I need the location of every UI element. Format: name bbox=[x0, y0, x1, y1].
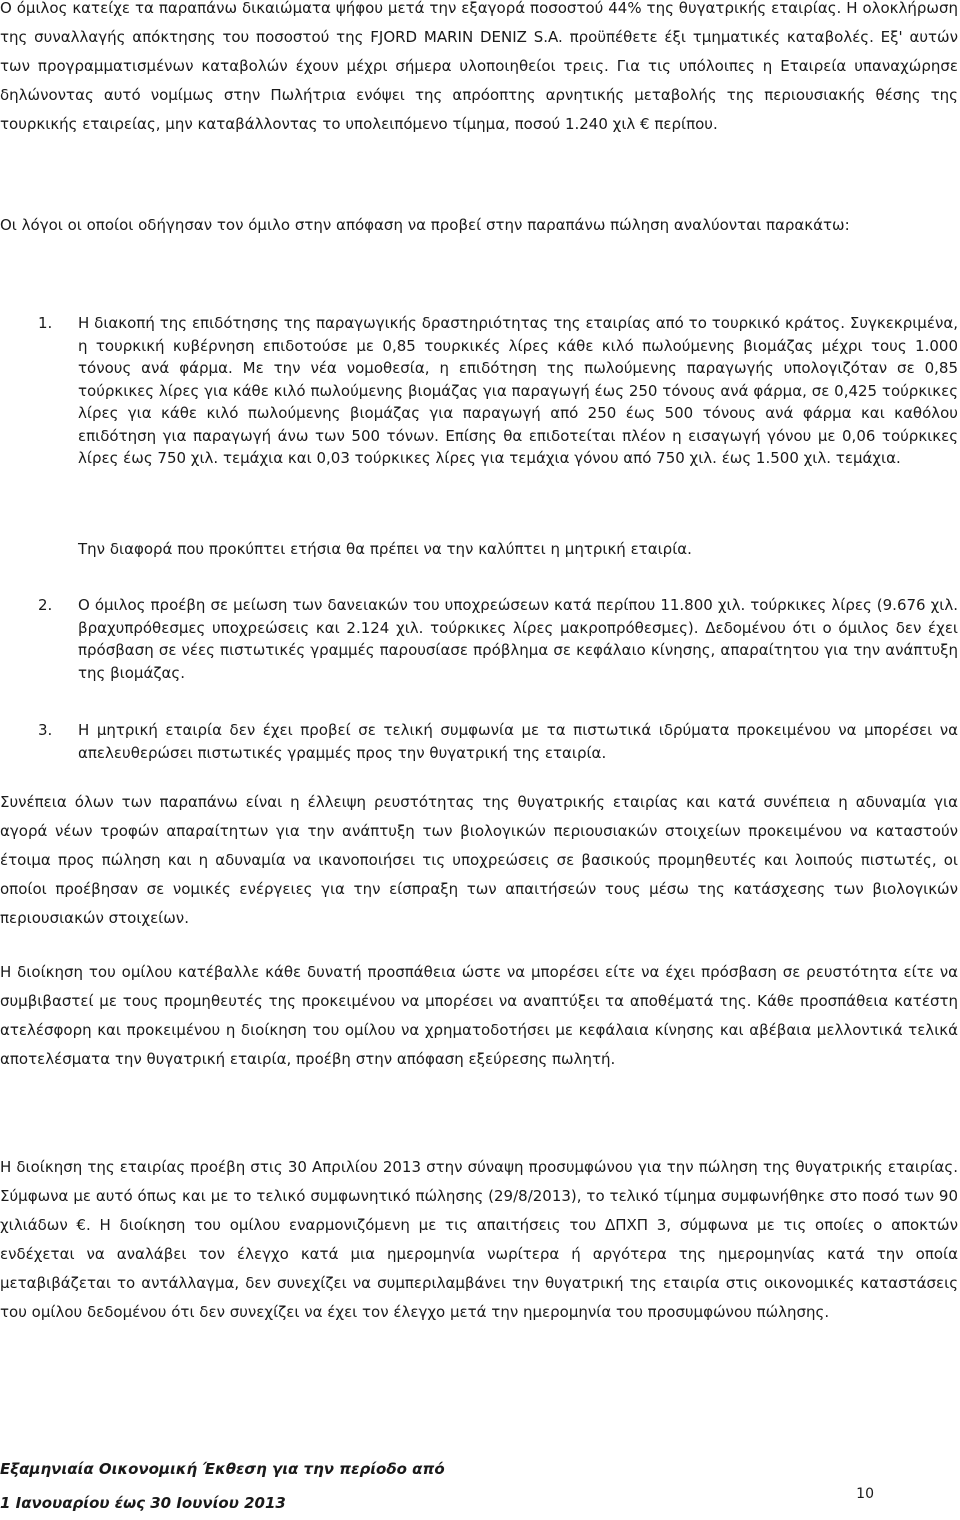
paragraph-reasons-intro: Οι λόγοι οι οποίοι οδήγησαν τον όμιλο στην απόφαση να προβεί στην παραπάνω πώληση αναλύονται παρακάτω: bbox=[0, 216, 850, 234]
list-item-text: Η μητρική εταιρία δεν έχει προβεί σε τελική συμφωνία με τα πιστωτικά ιδρύματα προκειμένου να μπορέσει να απελευθερώσει πιστωτικές γραμμές προς την θυγατρική της εταιρία. bbox=[78, 721, 958, 762]
list-item-number: 2. bbox=[38, 596, 53, 614]
list-item-text: Ο όμιλος προέβη σε μείωση των δανειακών του υποχρεώσεων κατά περίπου 11.800 χιλ. τούρκικες λίρες (9.676 χιλ. βραχυπρόθεσμες υποχρεώσεις και 2.124 χιλ. τούρκικες λίρες μακροπρόθεσμες). Δεδομένου ότι ο όμιλος δεν έχει πρόσβαση σε νέες πιστωτικές γραμμές παρουσίασε πρόβλημα σε κεφάλαιο κίνησης, απαραίτητου για την ανάπτυξη της βιομάζας. bbox=[78, 596, 958, 682]
page-footer bbox=[0, 1452, 958, 1520]
paragraph-management-efforts: Η διοίκηση του ομίλου κατέβαλλε κάθε δυνατή προσπάθεια ώστε να μπορέσει είτε να έχει πρόσβαση σε ρευστότητα είτε να συμβιβαστεί με τους προμηθευτές της προκειμένου να μπορέσει να αναπτύξει τα αποθέματά της. Κάθε προσπάθεια κατέστη ατελέσφορη και προκειμένου η διοίκηση του ομίλου να χρηματοδοτήσει με κεφάλαια κίνησης και αβέβαια μελλοντικά τελικά αποτελέσματα την θυγατρική εταιρία, προέβη στην απόφαση εξεύρεσης πωλητή. bbox=[0, 963, 958, 1068]
footer-report-title: Εξαμηνιαία Οικονομική Έκθεση για την περίοδο από bbox=[0, 1460, 445, 1478]
list-item-extra-text: Την διαφορά που προκύπτει ετήσια θα πρέπει να την καλύπτει η μητρική εταιρία. bbox=[78, 540, 692, 558]
list-item-text: Η διακοπή της επιδότησης της παραγωγικής δραστηριότητας της εταιρίας από το τουρκικό κράτος. Συγκεκριμένα, η τουρκική κυβέρνηση επιδοτούσε με 0,85 τουρκικές λίρες κάθε κιλό πωλούμενης βιομάζας μέχρι τους 1.000 τόνους ανά φάρμα. Με την νέα νομοθεσία, η επιδότηση της πωλούμενης παραγωγής υπολογιζόταν σε 0,85 τούρκικες λίρες για κάθε κιλό πωλούμενης βιομάζας για παραγωγή έως 250 τόνους ανά φάρμα, σε 0,425 τούρκικες λίρες για κάθε κιλό πωλούμενης βιομάζας για παραγωγή από 250 έως 500 τόνους ανά φάρμα και καθόλου επιδότηση για παραγωγή άνω των 500 τόνων. Επίσης θα επιδοτείται πλέον η εισαγωγή γόνου με 0,06 τούρκικες λίρες έως 750 χιλ. τεμάχια και 0,03 τούρκικες λίρες για τεμάχια γόνου από 750 χιλ. έως 1.500 χιλ. τεμάχια. bbox=[78, 314, 958, 467]
list-item-number: 3. bbox=[38, 721, 53, 739]
list-item-number: 1. bbox=[38, 314, 53, 332]
paragraph-sale-agreement: Η διοίκηση της εταιρίας προέβη στις 30 Απριλίου 2013 στην σύναψη προσυμφώνου για την πώληση της θυγατρικής εταιρίας. Σύμφωνα με αυτό όπως και με το τελικό συμφωνητικό πώλησης (29/8/2013), το τελικό τίμημα συμφωνήθηκε στο ποσό των 90 χιλιάδων €. Η διοίκηση του ομίλου εναρμονιζόμενη με τις απαιτήσεις του ΔΠΧΠ 3, σύμφωνα με τις οποίες ο αποκτών ενδέχεται να αναλάβει τον έλεγχο κατά μια ημερομηνία νωρίτερα ή αργότερα της ημερομηνίας κατά την οποία μεταβιβάζεται το αντάλλαγμα, δεν συνεχίζει να συμπεριλαμβάνει την θυγατρική της εταιρία στις οικονομικές καταστάσεις του ομίλου δεδομένου ότι δεν συνεχίζει να έχει τον έλεγχο μετά την ημερομηνία του προσυμφώνου πώλησης. bbox=[0, 1158, 958, 1321]
paragraph-ownership: Ο όμιλος κατείχε τα παραπάνω δικαιώματα ψήφου μετά την εξαγορά ποσοστού 44% της θυγατρικής εταιρίας. Η ολοκλήρωση της συναλλαγής απόκτησης του ποσοστού της FJORD MARIN DENIZ S.A. προϋπέθετε έξι τμηματικές καταβολές. Εξ' αυτών των προγραμματισμένων καταβολών έχουν μέχρι σήμερα υλοποιηθείοι τρεις. Για τις υπόλοιπες η Εταιρεία υπαναχώρησε δηλώνοντας αυτό νομίμως στην Πωλήτρια ενόψει της απρόοπτης αρνητικής μεταβολής της περιουσιακής θέσης της τουρκικής εταιρείας, μην καταβάλλοντας το υπολειπόμενο τίμημα, ποσού 1.240 χιλ € περίπου. bbox=[0, 0, 958, 133]
footer-report-period: 1 Ιανουαρίου έως 30 Ιουνίου 2013 bbox=[0, 1494, 286, 1512]
paragraph-consequences: Συνέπεια όλων των παραπάνω είναι η έλλειψη ρευστότητας της θυγατρικής εταιρίας και κατά συνέπεια η αδυναμία για αγορά νέων τροφών απαραίτητων για την ανάπτυξη των βιολογικών περιουσιακών στοιχείων προκειμένου να καταστούν έτοιμα προς πώληση και η αδυναμία να ικανοποιήσει τις υποχρεώσεις σε βασικούς προμηθευτές και λοιπούς πιστωτές, οι οποίοι προέβησαν σε νομικές ενέργειες για την είσπραξη των απαιτήσεών τους μέσω της κατάσχεσης των βιολογικών περιουσιακών στοιχείων. bbox=[0, 793, 958, 927]
page-number: 10 bbox=[856, 1486, 874, 1502]
